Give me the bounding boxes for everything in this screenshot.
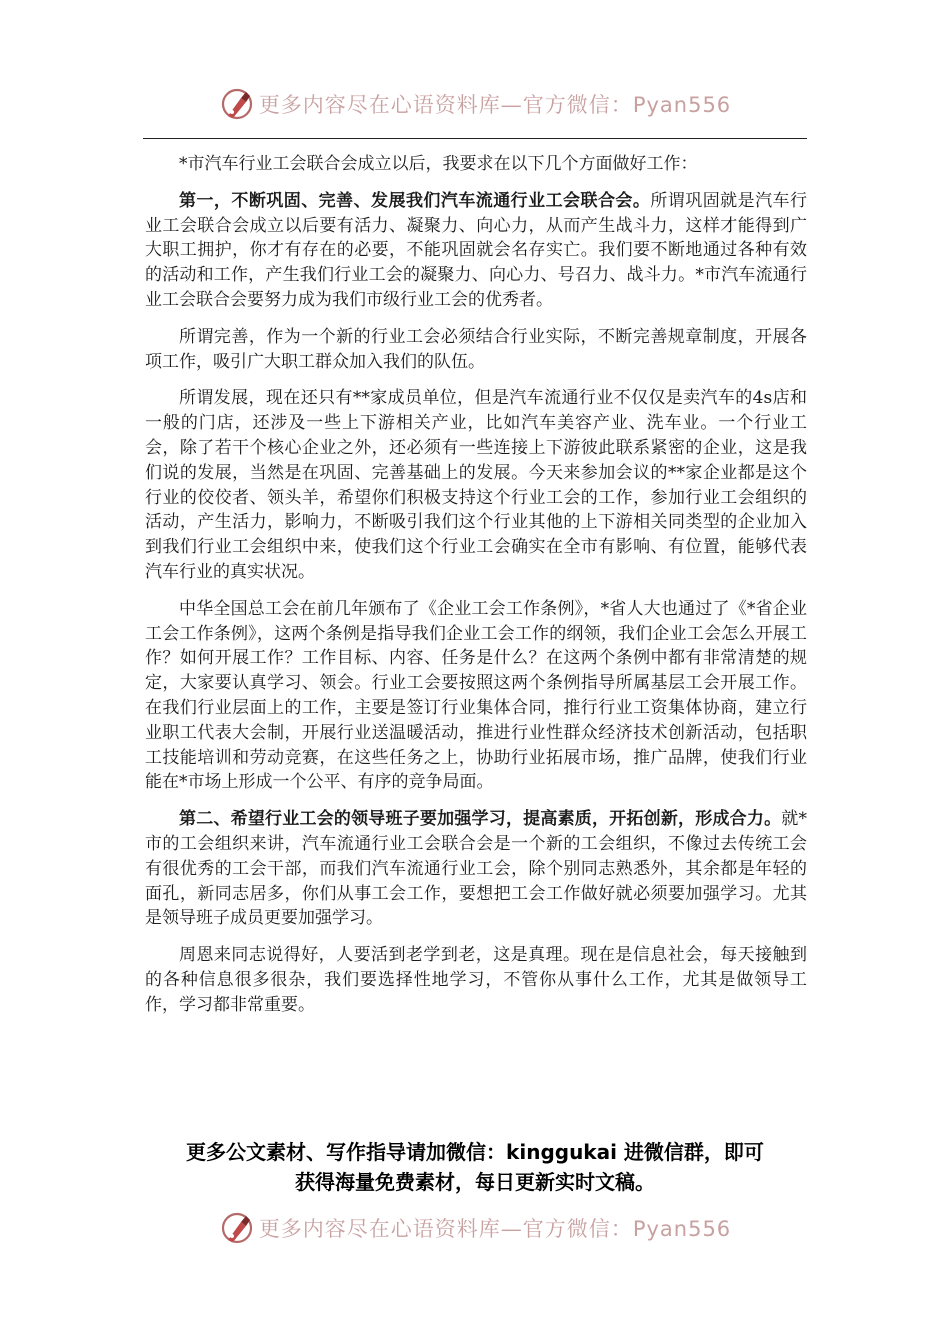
paragraph-perfect: 所谓完善，作为一个新的行业工会必须结合行业实际，不断完善规章制度，开展各项工作，吸引广大职工群众加入我们的队伍。 — [145, 326, 807, 372]
promo-line-1: 更多公文素材、写作指导请加微信：kinggukai 进微信群，即可 — [186, 1140, 764, 1164]
pen-nib-circle-icon — [219, 1210, 255, 1246]
document-body — [145, 152, 807, 1030]
paragraph-heading: 第二、希望行业工会的领导班子要加强学习，提高素质，开拓创新，形成合力。 — [179, 809, 782, 830]
paragraph-develop: 所谓发展，现在还只有**家成员单位，但是汽车流通行业不仅仅是卖汽车的4s店和一般的门店，还涉及一些上下游相关产业，比如汽车美容产业、洗车业。一个行业工会，除了若干个核心企业之外，还必须有一些连接上下游彼此联系紧密的企业，这是我们说的发展，当然是在巩固、完善基础上的发展。今天来参加会议的**家企业都是这个行业的佼佼者、领头羊，希望你们积极支持这个行业工会的工作，参加行业工会组织的活动，产生活力，影响力，不断吸引我们这个行业其他的上下游相关同类型的企业加入到我们行业工会组织中来，使我们这个行业工会确实在全市有影响、有位置，能够代表汽车行业的真实状况。 — [145, 388, 807, 582]
paragraph-first-point: 第一，不断巩固、完善、发展我们汽车流通行业工会联合会。所谓巩固就是汽车行业工会联合会成立以后要有活力、凝聚力、向心力，从而产生战斗力，这样才能得到广大职工拥护，你才有存在的必要，不能巩固就会名存实亡。我们要不断地通过各种有效的活动和工作，产生我们行业工会的凝聚力、向心力、号召力、战斗力。*市汽车流通行业工会联合会要努力成为我们市级行业工会的优秀者。 — [145, 190, 808, 310]
footer-banner — [0, 1208, 950, 1248]
header-divider — [143, 138, 807, 139]
pen-nib-circle-icon — [219, 86, 255, 122]
banner-text: 更多内容尽在心语资料库—官方微信：Pyan556 — [258, 93, 732, 117]
paragraph-learning: 周恩来同志说得好，人要活到老学到老，这是真理。现在是信息社会，每天接触到的各种信息很多很杂，我们要选择性地学习，不管你从事什么工作，尤其是做领导工作，学习都非常重要。 — [145, 945, 807, 1015]
banner-text: 更多内容尽在心语资料库—官方微信：Pyan556 — [258, 1217, 732, 1241]
paragraph-heading: 第一，不断巩固、完善、发展我们汽车流通行业工会联合会。 — [179, 190, 651, 211]
paragraph-second-point: 第二、希望行业工会的领导班子要加强学习，提高素质，开拓创新，形成合力。就*市的工会组织来讲，汽车流通行业工会联合会是一个新的工会组织，不像过去传统工会有很优秀的工会干部，而我们汽车流通行业工会，除个别同志熟悉外，其余都是年轻的面孔，新同志居多，你们从事工会工作，要想把工会工作做好就必须要加强学习。尤其是领导班子成员更要加强学习。 — [145, 809, 808, 929]
promo-line-2: 获得海量免费素材，每日更新实时文稿。 — [295, 1170, 655, 1194]
header-banner — [0, 84, 950, 124]
paragraph-regulations: 中华全国总工会在前几年颁布了《企业工会工作条例》，*省人大也通过了《*省企业工会工作条例》，这两个条例是指导我们企业工会工作的纲领，我们企业工会怎么开展工作？如何开展工作？工作目标、内容、任务是什么？在这两个条例中都有非常清楚的规定，大家要认真学习、领会。行业工会要按照这两个条例指导所属基层工会开展工作。在我们行业层面上的工作，主要是签订行业集体合同，推行行业工资集体协商，建立行业职工代表大会制，开展行业送温暖活动，推进行业性群众经济技术创新活动，包括职工技能培训和劳动竞赛，在这些任务之上，协助行业拓展市场，推广品牌，使我们行业能在*市场上形成一个公平、有序的竞争局面。 — [145, 598, 807, 793]
promo-notice — [120, 1137, 830, 1197]
paragraph-intro: *市汽车行业工会联合会成立以后，我要求在以下几个方面做好工作： — [179, 154, 698, 174]
